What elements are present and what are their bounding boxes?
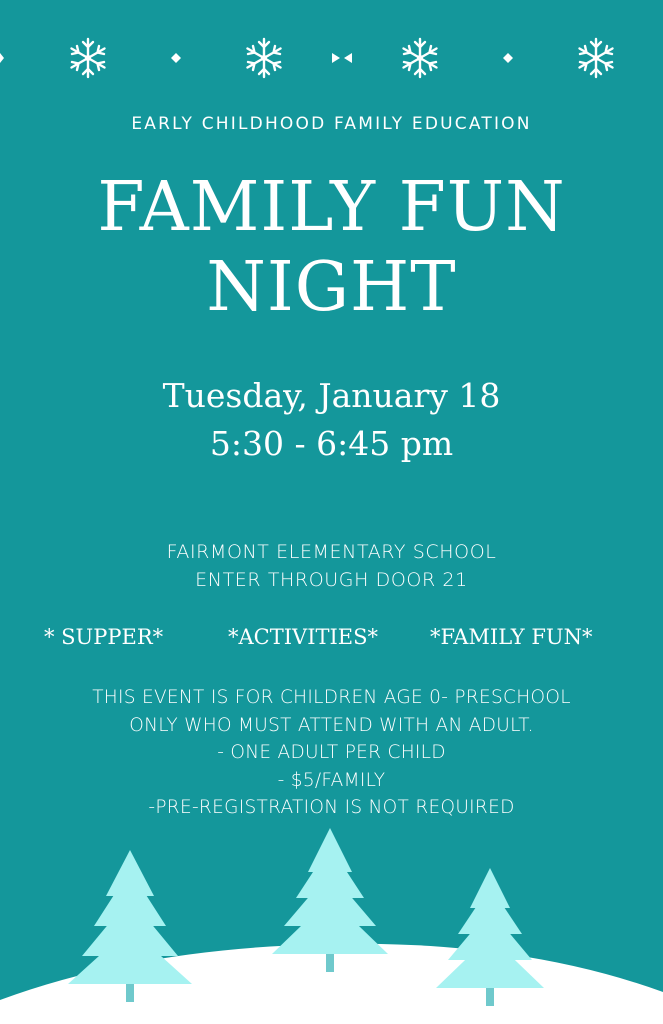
- details-line: - $5/FAMILY: [277, 769, 386, 791]
- details-line: - ONE ADULT PER CHILD: [217, 742, 446, 763]
- feature-item: * SUPPER*: [44, 625, 164, 649]
- title-line: FAMILY FUN: [97, 168, 566, 247]
- event-date: Tuesday, January 18: [162, 376, 501, 415]
- event-location: [0, 538, 663, 594]
- diamond-icon: [503, 53, 513, 63]
- title-line: NIGHT: [206, 248, 457, 327]
- details-line: THIS EVENT IS FOR CHILDREN AGE 0- PRESCHOOL: [92, 687, 571, 708]
- location-line: ENTER THROUGH DOOR 21: [195, 569, 468, 591]
- feature-list: [0, 625, 663, 659]
- pine-tree-icon: [436, 868, 544, 1006]
- details-line: -PRE-REGISTRATION IS NOT REQUIRED: [148, 797, 515, 818]
- feature-item: *ACTIVITIES*: [228, 625, 379, 649]
- event-details: [0, 684, 663, 822]
- pine-tree-icon: [68, 850, 192, 1002]
- event-datetime: [0, 372, 663, 468]
- location-line: FAIRMONT ELEMENTARY SCHOOL: [166, 541, 497, 563]
- snowflake-icon: [248, 39, 281, 77]
- snowflake-icon: [72, 39, 105, 77]
- event-time: 5:30 - 6:45 pm: [209, 424, 454, 463]
- snowflake-border: [0, 0, 663, 120]
- pine-tree-icon: [272, 828, 388, 972]
- organization-name: EARLY CHILDHOOD FAMILY EDUCATION: [131, 114, 532, 134]
- details-line: ONLY WHO MUST ATTEND WITH AN ADULT.: [129, 714, 534, 736]
- diamond-icon: [171, 53, 181, 63]
- winter-scene: [0, 820, 663, 1024]
- diamond-icon: [0, 53, 4, 63]
- snowflake-icon: [580, 39, 613, 77]
- page-title: [0, 168, 663, 328]
- snowflake-icon: [404, 39, 437, 77]
- bowtie-icon: [332, 53, 352, 63]
- feature-item: *FAMILY FUN*: [430, 625, 593, 649]
